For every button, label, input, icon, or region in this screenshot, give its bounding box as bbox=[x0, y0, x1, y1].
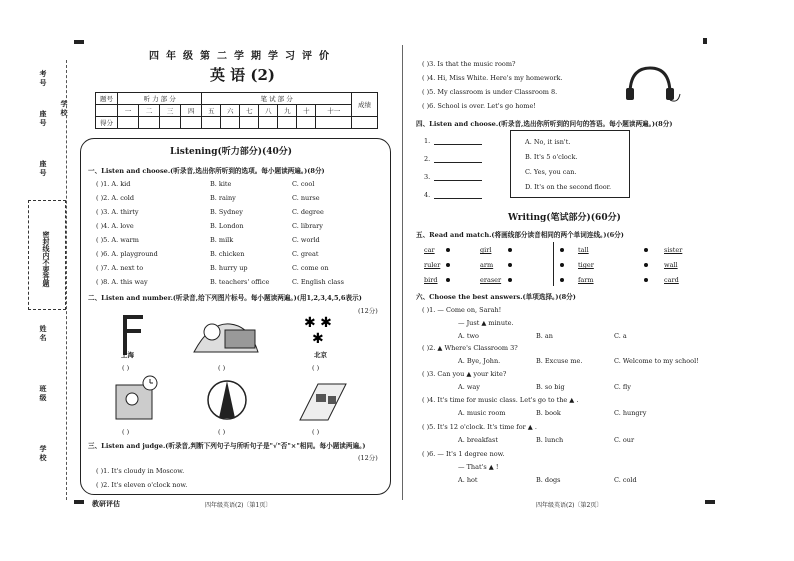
part4-answer-line[interactable] bbox=[434, 180, 482, 181]
question-stem: ( )5. It's 12 o'clock. It's time for ▲ . bbox=[422, 423, 537, 431]
answer-option[interactable]: B. so big bbox=[536, 383, 565, 391]
side-label-school2: 学校 bbox=[39, 445, 48, 463]
score-cell[interactable] bbox=[240, 117, 259, 129]
match-dot[interactable] bbox=[446, 263, 450, 267]
part1-option: B. London bbox=[210, 222, 244, 230]
side-label-seat: 座号 bbox=[39, 110, 48, 128]
part4-num: 2. bbox=[424, 155, 431, 163]
part1-item[interactable]: ( )3. A. thirty bbox=[96, 208, 139, 216]
score-col: 二 bbox=[139, 105, 160, 117]
part2-blank[interactable]: ( ) bbox=[218, 428, 226, 436]
answer-option[interactable]: A. two bbox=[458, 332, 479, 340]
part4-num: 4. bbox=[424, 191, 431, 199]
part1-heading: 一、Listen and choose.(听录音,选出你所听到的选项。每小题读两遍。)(8分) bbox=[88, 167, 325, 175]
match-dot[interactable] bbox=[446, 278, 450, 282]
listening-title: Listening(听力部分)(40分) bbox=[170, 147, 293, 157]
score-row-label: 得分 bbox=[96, 117, 118, 129]
ball-icon bbox=[205, 378, 249, 422]
match-word[interactable]: eraser bbox=[480, 276, 502, 284]
part4-answer-line[interactable] bbox=[434, 198, 482, 199]
match-word[interactable]: girl bbox=[480, 246, 492, 254]
score-col: 六 bbox=[221, 105, 240, 117]
part5-divider bbox=[553, 242, 554, 286]
match-dot[interactable] bbox=[560, 248, 564, 252]
footer-logo: 教研评估 bbox=[92, 499, 120, 508]
score-cell[interactable] bbox=[221, 117, 240, 129]
score-cell[interactable] bbox=[160, 117, 181, 129]
score-header-total: 成绩 bbox=[352, 93, 378, 117]
match-dot[interactable] bbox=[446, 248, 450, 252]
part1-item[interactable]: ( )8. A. this way bbox=[96, 278, 148, 286]
registration-mark bbox=[74, 500, 84, 504]
score-col: 十 bbox=[297, 105, 316, 117]
question-stem: ( )6. — It's 1 degree now. bbox=[422, 450, 505, 458]
part6-heading: 六、Choose the best answers.(单项选择。)(8分) bbox=[416, 293, 576, 301]
score-col: 七 bbox=[240, 105, 259, 117]
answer-option[interactable]: C. Welcome to my school! bbox=[614, 357, 699, 365]
cont-item-6: ( )6. School is over. Let's go home! bbox=[422, 102, 536, 110]
side-label-school: 学校 bbox=[60, 100, 69, 118]
score-col: 一 bbox=[118, 105, 139, 117]
match-dot[interactable] bbox=[508, 278, 512, 282]
answer-option[interactable]: C. cold bbox=[614, 476, 637, 484]
answer-option[interactable]: A. Bye, John. bbox=[458, 357, 501, 365]
part2-blank[interactable]: ( ) bbox=[312, 364, 320, 372]
answer-option[interactable]: A. hot bbox=[458, 476, 478, 484]
part4-num: 3. bbox=[424, 173, 431, 181]
score-cell[interactable] bbox=[297, 117, 316, 129]
score-cell[interactable] bbox=[202, 117, 221, 129]
match-word[interactable]: arm bbox=[480, 261, 494, 269]
caption-beijing: 北京 bbox=[314, 351, 327, 359]
footer-page-right: 四年级英语(2)〔第2页〕 bbox=[536, 502, 603, 509]
part4-option: B. It's 5 o'clock. bbox=[525, 153, 578, 161]
match-word[interactable]: farm bbox=[578, 276, 594, 284]
part1-option: B. chicken bbox=[210, 250, 245, 258]
score-cell[interactable] bbox=[278, 117, 297, 129]
part4-option: C. Yes, you can. bbox=[525, 168, 577, 176]
match-dot[interactable] bbox=[508, 263, 512, 267]
part1-option: C. degree bbox=[292, 208, 324, 216]
score-cell[interactable] bbox=[316, 117, 352, 129]
part2-blank[interactable]: ( ) bbox=[122, 364, 130, 372]
score-cell[interactable] bbox=[181, 117, 202, 129]
match-word[interactable]: tall bbox=[578, 246, 589, 254]
part1-option: C. cool bbox=[292, 180, 315, 188]
match-word[interactable]: tiger bbox=[578, 261, 594, 269]
score-cell[interactable] bbox=[118, 117, 139, 129]
part1-option: C. great bbox=[292, 250, 319, 258]
part4-num: 1. bbox=[424, 137, 431, 145]
answer-option[interactable]: A. music room bbox=[458, 409, 506, 417]
question-stem: ( )3. Can you ▲ your kite? bbox=[422, 370, 507, 378]
part1-option: C. library bbox=[292, 222, 323, 230]
answer-option[interactable]: C. hungry bbox=[614, 409, 647, 417]
match-word[interactable]: sister bbox=[664, 246, 683, 254]
answer-option[interactable]: C. our bbox=[614, 436, 635, 444]
computer-room-icon bbox=[298, 380, 348, 424]
side-label-name: 姓名 bbox=[39, 325, 48, 343]
answer-option[interactable]: A. way bbox=[458, 383, 480, 391]
score-col: 四 bbox=[181, 105, 202, 117]
registration-mark bbox=[74, 40, 84, 44]
match-dot[interactable] bbox=[644, 278, 648, 282]
part1-option: C. world bbox=[292, 236, 320, 244]
part1-item[interactable]: ( )7. A. next to bbox=[96, 264, 144, 272]
seal-line bbox=[66, 60, 67, 500]
registration-mark bbox=[705, 500, 715, 504]
match-dot[interactable] bbox=[560, 278, 564, 282]
score-table bbox=[95, 92, 378, 129]
part1-item[interactable]: ( )2. A. cold bbox=[96, 194, 135, 202]
part1-option: B. Sydney bbox=[210, 208, 243, 216]
svg-text:✱: ✱ bbox=[312, 331, 324, 347]
score-header-listening: 听 力 部 分 bbox=[118, 93, 202, 105]
part1-option: C. nurse bbox=[292, 194, 320, 202]
answer-option[interactable]: A. breakfast bbox=[458, 436, 498, 444]
score-col: 九 bbox=[278, 105, 297, 117]
part1-option: B. milk bbox=[210, 236, 234, 244]
score-cell[interactable] bbox=[259, 117, 278, 129]
match-word[interactable]: ruler bbox=[424, 261, 441, 269]
score-col: 三 bbox=[160, 105, 181, 117]
part1-item[interactable]: ( )5. A. warm bbox=[96, 236, 139, 244]
question-stem: ( )2. ▲ Where's Classroom 3? bbox=[422, 344, 518, 352]
part2-points: (12分) bbox=[358, 307, 378, 315]
cont-item-5: ( )5. My classroom is under Classroom 8. bbox=[422, 88, 558, 96]
side-label-examno: 考号 bbox=[39, 70, 48, 88]
match-dot[interactable] bbox=[644, 263, 648, 267]
score-col: 八 bbox=[259, 105, 278, 117]
match-dot[interactable] bbox=[508, 248, 512, 252]
match-word[interactable]: wall bbox=[664, 261, 678, 269]
footer-page-left: 四年级英语(2)〔第1页〕 bbox=[205, 502, 272, 509]
score-col: 五 bbox=[202, 105, 221, 117]
part4-answer-line[interactable] bbox=[434, 144, 482, 145]
part2-blank[interactable]: ( ) bbox=[122, 428, 130, 436]
answer-option[interactable]: B. an bbox=[536, 332, 553, 340]
registration-mark bbox=[703, 38, 707, 44]
score-cell[interactable] bbox=[352, 117, 378, 129]
part1-option: B. teachers' office bbox=[210, 278, 270, 286]
score-header-writing: 笔 试 部 分 bbox=[202, 93, 352, 105]
part4-answer-line[interactable] bbox=[434, 162, 482, 163]
part4-option: D. It's on the second floor. bbox=[525, 183, 612, 191]
part2-heading: 二、Listen and number.(听录音,给下列图片标号。每小题读两遍。)(用1,2,3,4,5,6表示) bbox=[88, 294, 362, 302]
clock-classroom-icon bbox=[110, 375, 158, 423]
caption-shanghai: 上海 bbox=[121, 351, 134, 359]
question-stem: ( )4. It's time for music class. Let's go to the ▲ . bbox=[422, 396, 579, 404]
part1-item[interactable]: ( )6. A. playground bbox=[96, 250, 158, 258]
writing-title: Writing(笔试部分)(60分) bbox=[508, 213, 621, 223]
cont-item-3: ( )3. Is that the music room? bbox=[422, 60, 516, 68]
match-word[interactable]: car bbox=[424, 246, 435, 254]
part3-item-1: ( )1. It's cloudy in Moscow. bbox=[96, 467, 185, 475]
question-stem: ( )1. — Come on, Sarah! bbox=[422, 306, 502, 314]
match-dot[interactable] bbox=[644, 248, 648, 252]
answer-option[interactable]: B. dogs bbox=[536, 476, 561, 484]
part5-heading: 五、Read and match.(将画线部分读音相同的两个单词连线。)(6分) bbox=[416, 231, 624, 239]
svg-text:✱ ✱: ✱ ✱ bbox=[304, 315, 332, 331]
part4-heading: 四、Listen and choose.(听录音,选出你所听到的问句的答语。每小题读两遍。)(8分) bbox=[416, 120, 673, 128]
match-dot[interactable] bbox=[560, 263, 564, 267]
seal-box bbox=[28, 200, 66, 310]
seal-text: 密封线内不要答题 bbox=[42, 231, 51, 287]
part1-item[interactable]: ( )4. A. love bbox=[96, 222, 134, 230]
answer-option[interactable]: B. book bbox=[536, 409, 561, 417]
part3-heading: 三、Listen and judge.(听录音,判断下列句子与所听句子是"√"否"×"相同。每小题读两遍。) bbox=[88, 442, 366, 450]
part1-option: C. English class bbox=[292, 278, 344, 286]
part1-option: B. rainy bbox=[210, 194, 236, 202]
side-label-class: 班级 bbox=[39, 385, 48, 403]
score-cell[interactable] bbox=[139, 117, 160, 129]
part1-item[interactable]: ( )1. A. kid bbox=[96, 180, 131, 188]
part2-blank[interactable]: ( ) bbox=[218, 364, 226, 372]
answer-option[interactable]: C. fly bbox=[614, 383, 631, 391]
part3-item-2: ( )2. It's eleven o'clock now. bbox=[96, 481, 188, 489]
part3-points: (12分) bbox=[358, 454, 378, 462]
question-stem: — Just ▲ minute. bbox=[458, 319, 514, 327]
snow-icon bbox=[300, 313, 340, 353]
match-word[interactable]: bird bbox=[424, 276, 438, 284]
question-stem: — That's ▲ ! bbox=[458, 463, 499, 471]
headphones-icon bbox=[622, 64, 682, 106]
side-label-seat2: 座号 bbox=[39, 160, 48, 178]
exam-title: 四年级第二学期学习评价 bbox=[149, 51, 336, 62]
answer-option[interactable]: C. a bbox=[614, 332, 627, 340]
score-col: 十一 bbox=[316, 105, 352, 117]
score-header-qno: 题号 bbox=[96, 93, 118, 105]
part2-blank[interactable]: ( ) bbox=[312, 428, 320, 436]
exam-subject: 英 语 (2) bbox=[209, 66, 276, 84]
cont-item-4: ( )4. Hi, Miss White. Here's my homework. bbox=[422, 74, 563, 82]
page-divider bbox=[402, 45, 403, 500]
part1-option: B. hurry up bbox=[210, 264, 248, 272]
answer-option[interactable]: B. Excuse me. bbox=[536, 357, 583, 365]
part1-option: B. kite bbox=[210, 180, 232, 188]
match-word[interactable]: card bbox=[664, 276, 679, 284]
answer-option[interactable]: B. lunch bbox=[536, 436, 564, 444]
sleeping-child-icon bbox=[190, 312, 262, 358]
part4-options-box bbox=[510, 130, 630, 198]
part1-option: C. come on bbox=[292, 264, 329, 272]
part4-option: A. No, it isn't. bbox=[525, 138, 571, 146]
